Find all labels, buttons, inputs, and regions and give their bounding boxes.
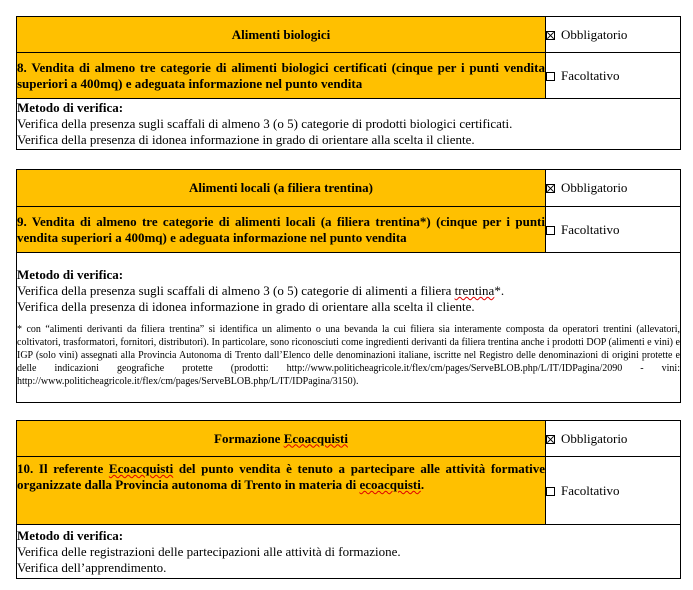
unchecked-checkbox-icon[interactable] bbox=[546, 226, 555, 235]
method-label: Metodo di verifica: bbox=[17, 100, 124, 115]
optional-label: Facoltativo bbox=[561, 221, 620, 237]
checked-checkbox-icon[interactable] bbox=[546, 31, 555, 40]
method-label: Metodo di verifica: bbox=[17, 267, 124, 282]
optional-option[interactable] bbox=[546, 457, 681, 525]
section-title bbox=[17, 421, 546, 457]
mandatory-label: Obbligatorio bbox=[561, 180, 628, 195]
title-text: Formazione bbox=[214, 430, 284, 446]
method-text: Verifica della presenza sugli scaffali di almeno 3 (o 5) categorie di alimenti a filiera bbox=[17, 283, 455, 298]
requirement-text: 9. Vendita di almeno tre categorie di alimenti locali (a filiera trentina*) (cinque per i punti vendita superiori a 400mq) e adeguata informazione nel punto vendita bbox=[17, 207, 546, 253]
mandatory-option[interactable] bbox=[546, 421, 681, 457]
req-text: ecoacquisti bbox=[359, 477, 421, 492]
method-line: Verifica della presenza di idonea informazione in grado di orientare alla scelta il cliente. bbox=[17, 299, 475, 314]
optional-option[interactable] bbox=[546, 207, 681, 253]
mandatory-option[interactable] bbox=[546, 17, 681, 53]
req-text: Ecoacquisti bbox=[108, 461, 174, 476]
unchecked-checkbox-icon[interactable] bbox=[546, 72, 555, 81]
section-title: Alimenti biologici bbox=[17, 17, 546, 53]
req-text: 10. Il referente bbox=[17, 461, 109, 476]
method-line: Verifica delle registrazioni delle partecipazioni alle attività di formazione. bbox=[17, 543, 401, 559]
method-text: *. bbox=[494, 283, 505, 298]
optional-label: Facoltativo bbox=[561, 482, 620, 498]
req-text: . bbox=[420, 477, 425, 492]
mandatory-option[interactable] bbox=[546, 170, 681, 207]
verification-method bbox=[17, 99, 681, 150]
title-text: Ecoacquisti bbox=[283, 430, 348, 446]
unchecked-checkbox-icon[interactable] bbox=[546, 487, 555, 496]
mandatory-label: Obbligatorio bbox=[561, 26, 628, 42]
optional-option[interactable] bbox=[546, 53, 681, 99]
requirement-text: 8. Vendita di almeno tre categorie di alimenti biologici certificati (cinque per i punti vendita superiori a 400mq) e adeguata informazione nel punto vendita bbox=[17, 53, 546, 99]
method-line: Verifica della presenza sugli scaffali di almeno 3 (o 5) categorie di prodotti biologici certificati. bbox=[17, 116, 513, 131]
optional-label: Facoltativo bbox=[561, 67, 620, 83]
checked-checkbox-icon[interactable] bbox=[546, 435, 555, 444]
criterion-section-10 bbox=[16, 420, 680, 579]
checked-checkbox-icon[interactable] bbox=[546, 184, 555, 193]
method-line: Verifica della presenza di idonea informazione in grado di orientare alla scelta il cliente. bbox=[17, 132, 475, 147]
footnote: * con “alimenti derivanti da filiera trentina” si identifica un alimento o una bevanda la cui filiera sia interamente composta da operatori trentini (allevatori, coltivatori, trasformatori, fornitori, distributori). In particolare, sono riconosciuti come ingredienti derivanti da filiera trentina anche i prodotti DOP (alimenti e vini) e IGP (solo vini) assegnati alla Provincia Autonoma di Trento dall’Elenco delle denominazioni italiane, iscritte nel Registro delle denominazioni di origini protette e delle indicazioni geografiche protette (prodotti: http://www.politicheagricole.it/flex/cm/pages/ServeBLOB.php/L/IT/IDPagina/2090 - vini: http://www.politicheagricole.it/flex/cm/pages/ServeBLOB.php/L/IT/IDPagina/3150). bbox=[17, 324, 680, 387]
method-text: trentina bbox=[454, 283, 495, 298]
method-label: Metodo di verifica: bbox=[17, 527, 124, 543]
req-text: del punto vendita è tenuto a partecipare alle attività formative organizzate dalla Provincia autonoma di Trento in materia di bbox=[17, 461, 545, 492]
verification-method bbox=[17, 525, 681, 579]
mandatory-label: Obbligatorio bbox=[561, 430, 628, 446]
requirement-text bbox=[17, 457, 546, 525]
criterion-section-8 bbox=[16, 16, 680, 150]
method-line bbox=[17, 283, 680, 299]
verification-method bbox=[17, 253, 681, 403]
method-line: Verifica dell’apprendimento. bbox=[17, 559, 167, 575]
criterion-section-9 bbox=[16, 169, 680, 403]
section-title: Alimenti locali (a filiera trentina) bbox=[17, 170, 546, 207]
